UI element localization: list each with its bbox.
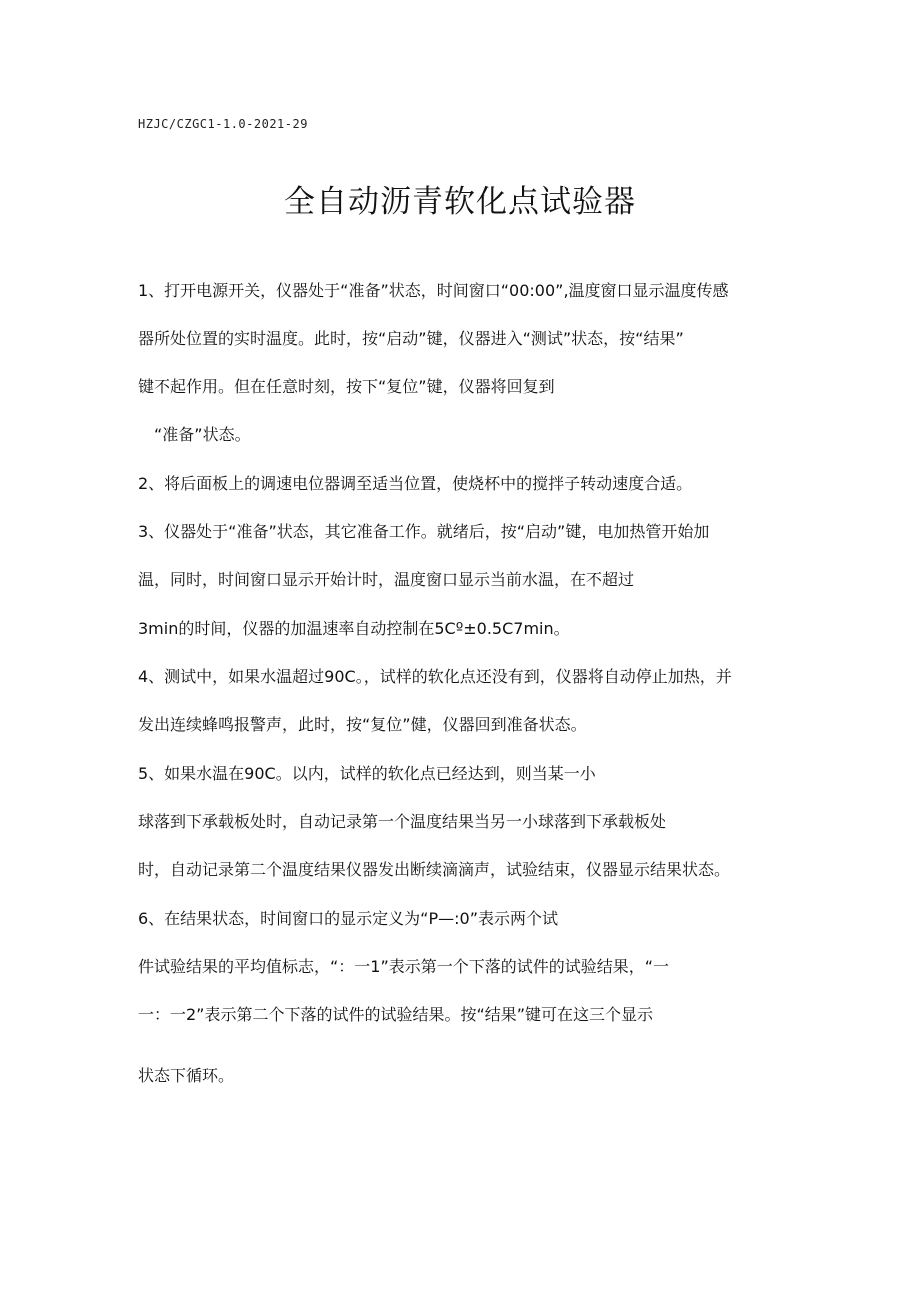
- body-line-6: 3、仪器处于“准备”状态，其它准备工作。就绪后，按“启动”键，电加热管开始加: [138, 522, 710, 541]
- body-line-1: 1、打开电源开关，仪器处于“准备”状态，时间窗口“00:00”,温度窗口显示温度传感: [138, 281, 729, 300]
- body-line-7: 温，同时，时间窗口显示开始计时，温度窗口显示当前水温，在不超过: [138, 570, 635, 589]
- body-line-10: 发出连续蜂鸣报警声，此时，按“复位”健，仪器回到准备状态。: [138, 715, 587, 734]
- document-title: 全自动沥青软化点试验器: [284, 184, 636, 220]
- body-line-15: 件试验结果的平均值标志，“：一1”表示第一个下落的试件的试验结果，“一: [138, 957, 670, 976]
- body-line-12: 球落到下承载板处时，自动记录第一个温度结果当另一小球落到下承载板处: [138, 812, 667, 831]
- body-line-16: 一：一2”表示第二个下落的试件的试验结果。按“结果”键可在这三个显示: [138, 1005, 654, 1024]
- body-line-17: 状态下循环。: [138, 1066, 235, 1085]
- body-line-5: 2、将后面板上的调速电位器调至适当位置，使烧杯中的搅拌子转动速度合适。: [138, 474, 693, 493]
- body-line-11: 5、如果水温在90C。以内，试样的软化点已经达到，则当某一小: [138, 764, 596, 783]
- body-line-13: 时，自动记录第二个温度结果仪器发出断续滴滴声，试验结束，仪器显示结果状态。: [138, 860, 731, 879]
- body-line-3: 键不起作用。但在任意时刻，按下“复位”键，仪器将回复到: [138, 377, 555, 396]
- body-line-4: “准备”状态。: [154, 425, 251, 444]
- body-line-2: 器所处位置的实时温度。此时，按“启动”键，仪器进入“测试”状态，按“结果”: [138, 329, 684, 348]
- body-line-14: 6、在结果状态，时间窗口的显示定义为“P—:0”表示两个试: [138, 909, 558, 928]
- document-code: HZJC/CZGC1-1.0-2021-29: [138, 117, 308, 131]
- body-line-9: 4、测试中，如果水温超过90C。，试样的软化点还没有到，仪器将自动停止加热，并: [138, 667, 732, 686]
- body-line-8: 3min的时间，仪器的加温速率自动控制在5Cº±0.5C7min。: [138, 619, 570, 638]
